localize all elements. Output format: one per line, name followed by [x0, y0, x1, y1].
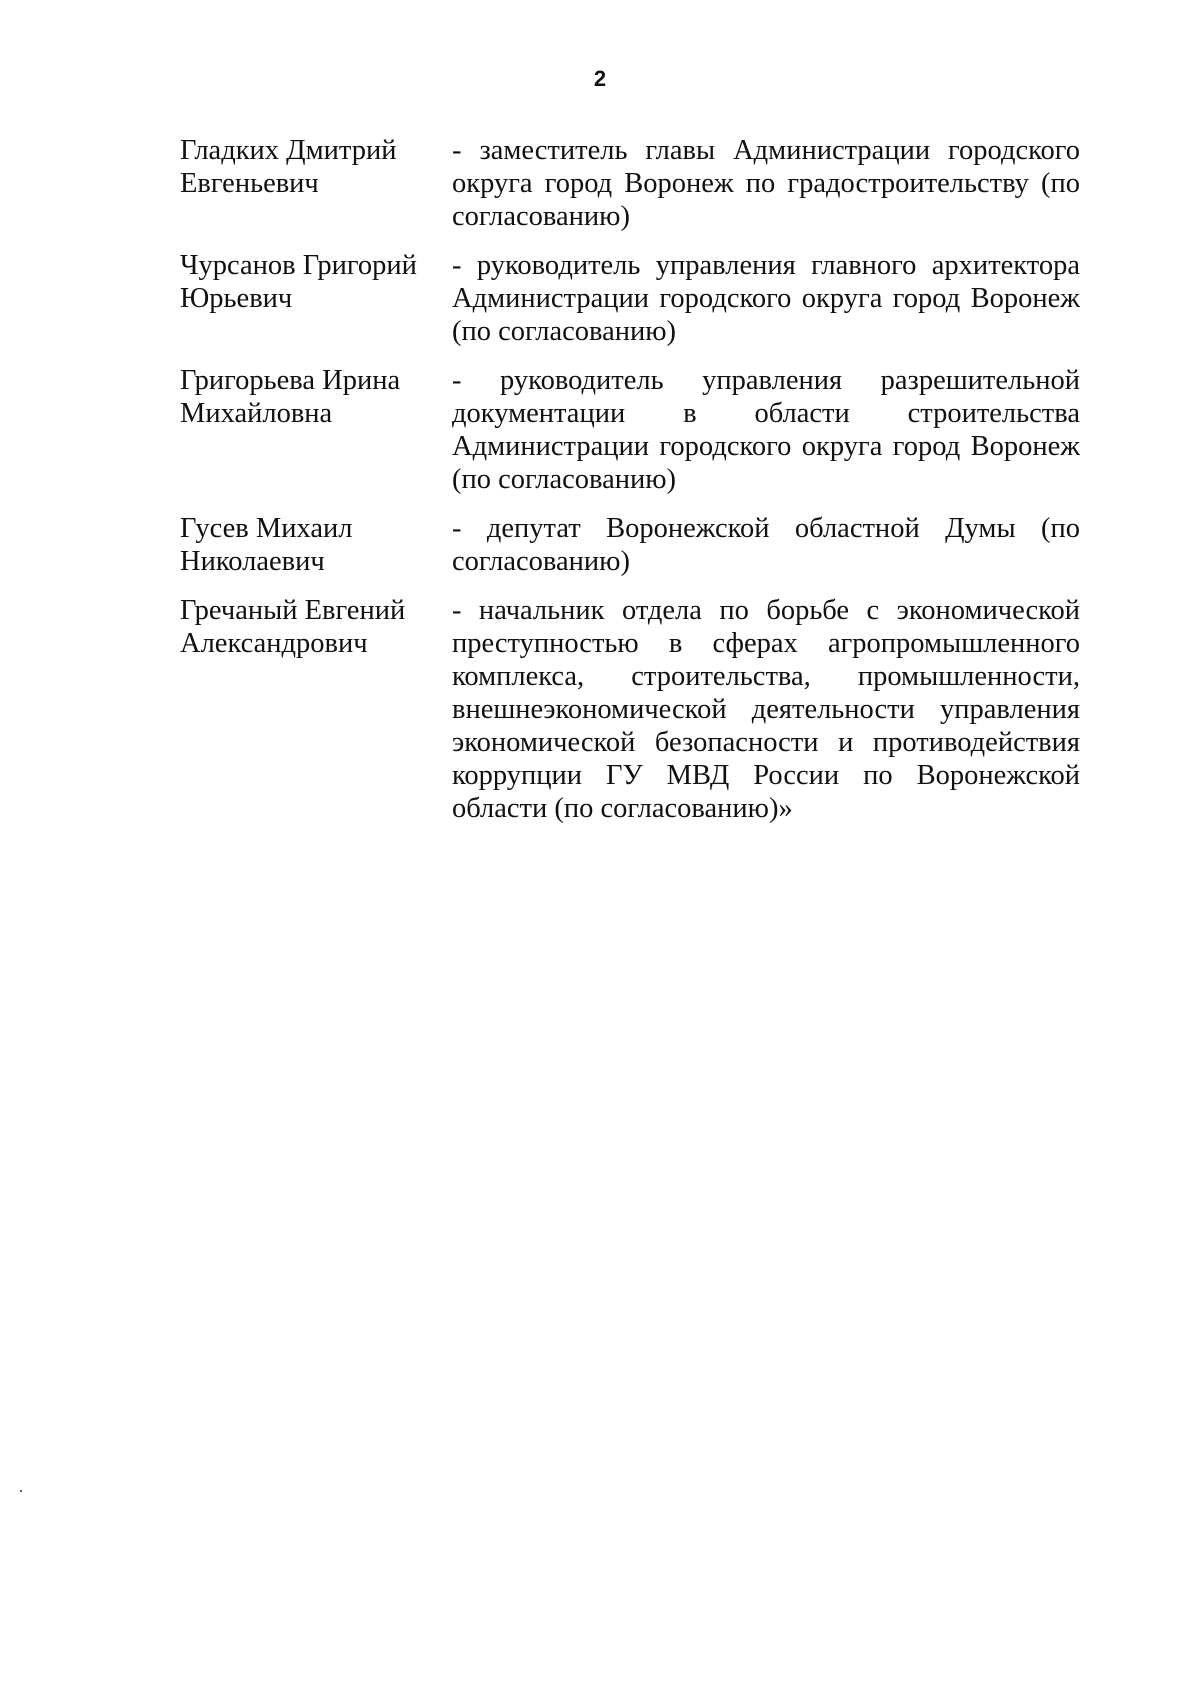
member-name: Гладких Дмитрий Евгеньевич [180, 135, 397, 199]
member-name: Гусев Михаил Николаевич [180, 513, 353, 577]
member-entry [180, 512, 1080, 578]
member-name: Григорьева Ирина Михайловна [180, 365, 401, 429]
members-list [180, 134, 1080, 825]
member-role: - руководитель управления разрешительной документации в области строительства Администрации городского округа город Воронеж (по согласованию) [452, 365, 1080, 495]
member-entry [180, 364, 1080, 496]
member-entry [180, 249, 1080, 348]
member-name: Чурсанов Григорий Юрьевич [180, 250, 417, 314]
member-role: - заместитель главы Администрации городского округа город Воронеж по градостроительству (по согласованию) [452, 135, 1080, 232]
member-entry [180, 594, 1080, 825]
member-name: Гречаный Евгений Александрович [180, 595, 406, 659]
member-entry [180, 134, 1080, 233]
scan-speck [20, 1490, 22, 1492]
page-number: 2 [593, 66, 607, 91]
member-role: - начальник отдела по борьбе с экономической преступностью в сферах агропромышленного комплекса, строительства, промышленности, внешнеэкономической деятельности управления экономической безопасности и противодействия коррупции ГУ МВД России по Воронежской области (по согласованию)» [452, 595, 1080, 824]
member-role: - депутат Воронежской областной Думы (по согласованию) [452, 513, 1080, 577]
member-role: - руководитель управления главного архитектора Администрации городского округа город Воронеж (по согласованию) [452, 250, 1080, 347]
